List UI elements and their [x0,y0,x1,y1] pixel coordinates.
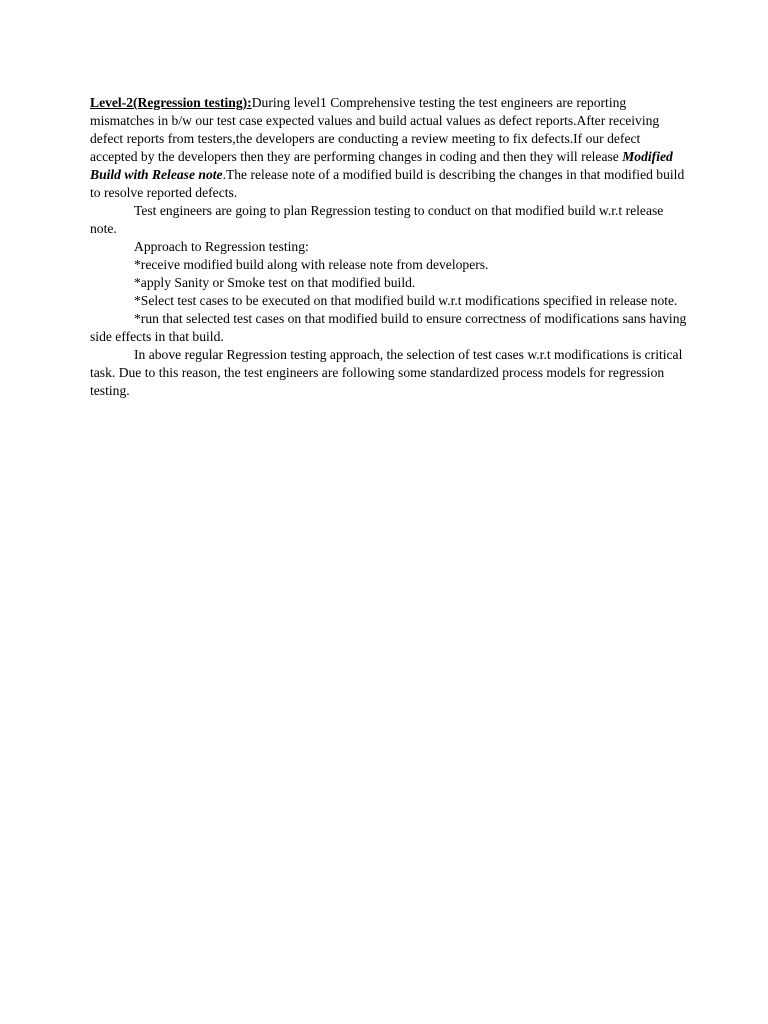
plan-paragraph: Test engineers are going to plan Regression testing to conduct on that modified build w.r.t release note. [90,203,664,236]
intro-paragraph [90,94,690,202]
intro-text: During level1 Comprehensive testing the test engineers are reporting mismatches in b/w our test case expected values and build actual values as defect reports.After receiving defect reports from testers,the developers are conducting a review meeting to fix defects.If our defect accepted by the developers then they are performing changes in coding and then they will release [90,95,660,164]
conclusion-paragraph: In above regular Regression testing approach, the selection of test cases w.r.t modifications is critical task. Due to this reason, the test engineers are following some standardized process models for regression testing. [90,347,683,398]
emphasized-term: Modified Build with Release note [90,149,673,182]
intro-text-continued: .The release note of a modified build is describing the changes in that modified build to resolve reported defects. [90,167,685,200]
document-body [90,94,690,400]
section-heading: Level-2(Regression testing): [90,95,252,110]
approach-step-2: *apply Sanity or Smoke test on that modified build. [134,275,416,290]
approach-step-4: *run that selected test cases on that modified build to ensure correctness of modifications sans having side effects in that build. [90,311,687,344]
approach-heading: Approach to Regression testing: [134,239,309,254]
approach-step-3: *Select test cases to be executed on that modified build w.r.t modifications specified in release note. [134,293,678,308]
approach-step-1: *receive modified build along with release note from developers. [134,257,489,272]
